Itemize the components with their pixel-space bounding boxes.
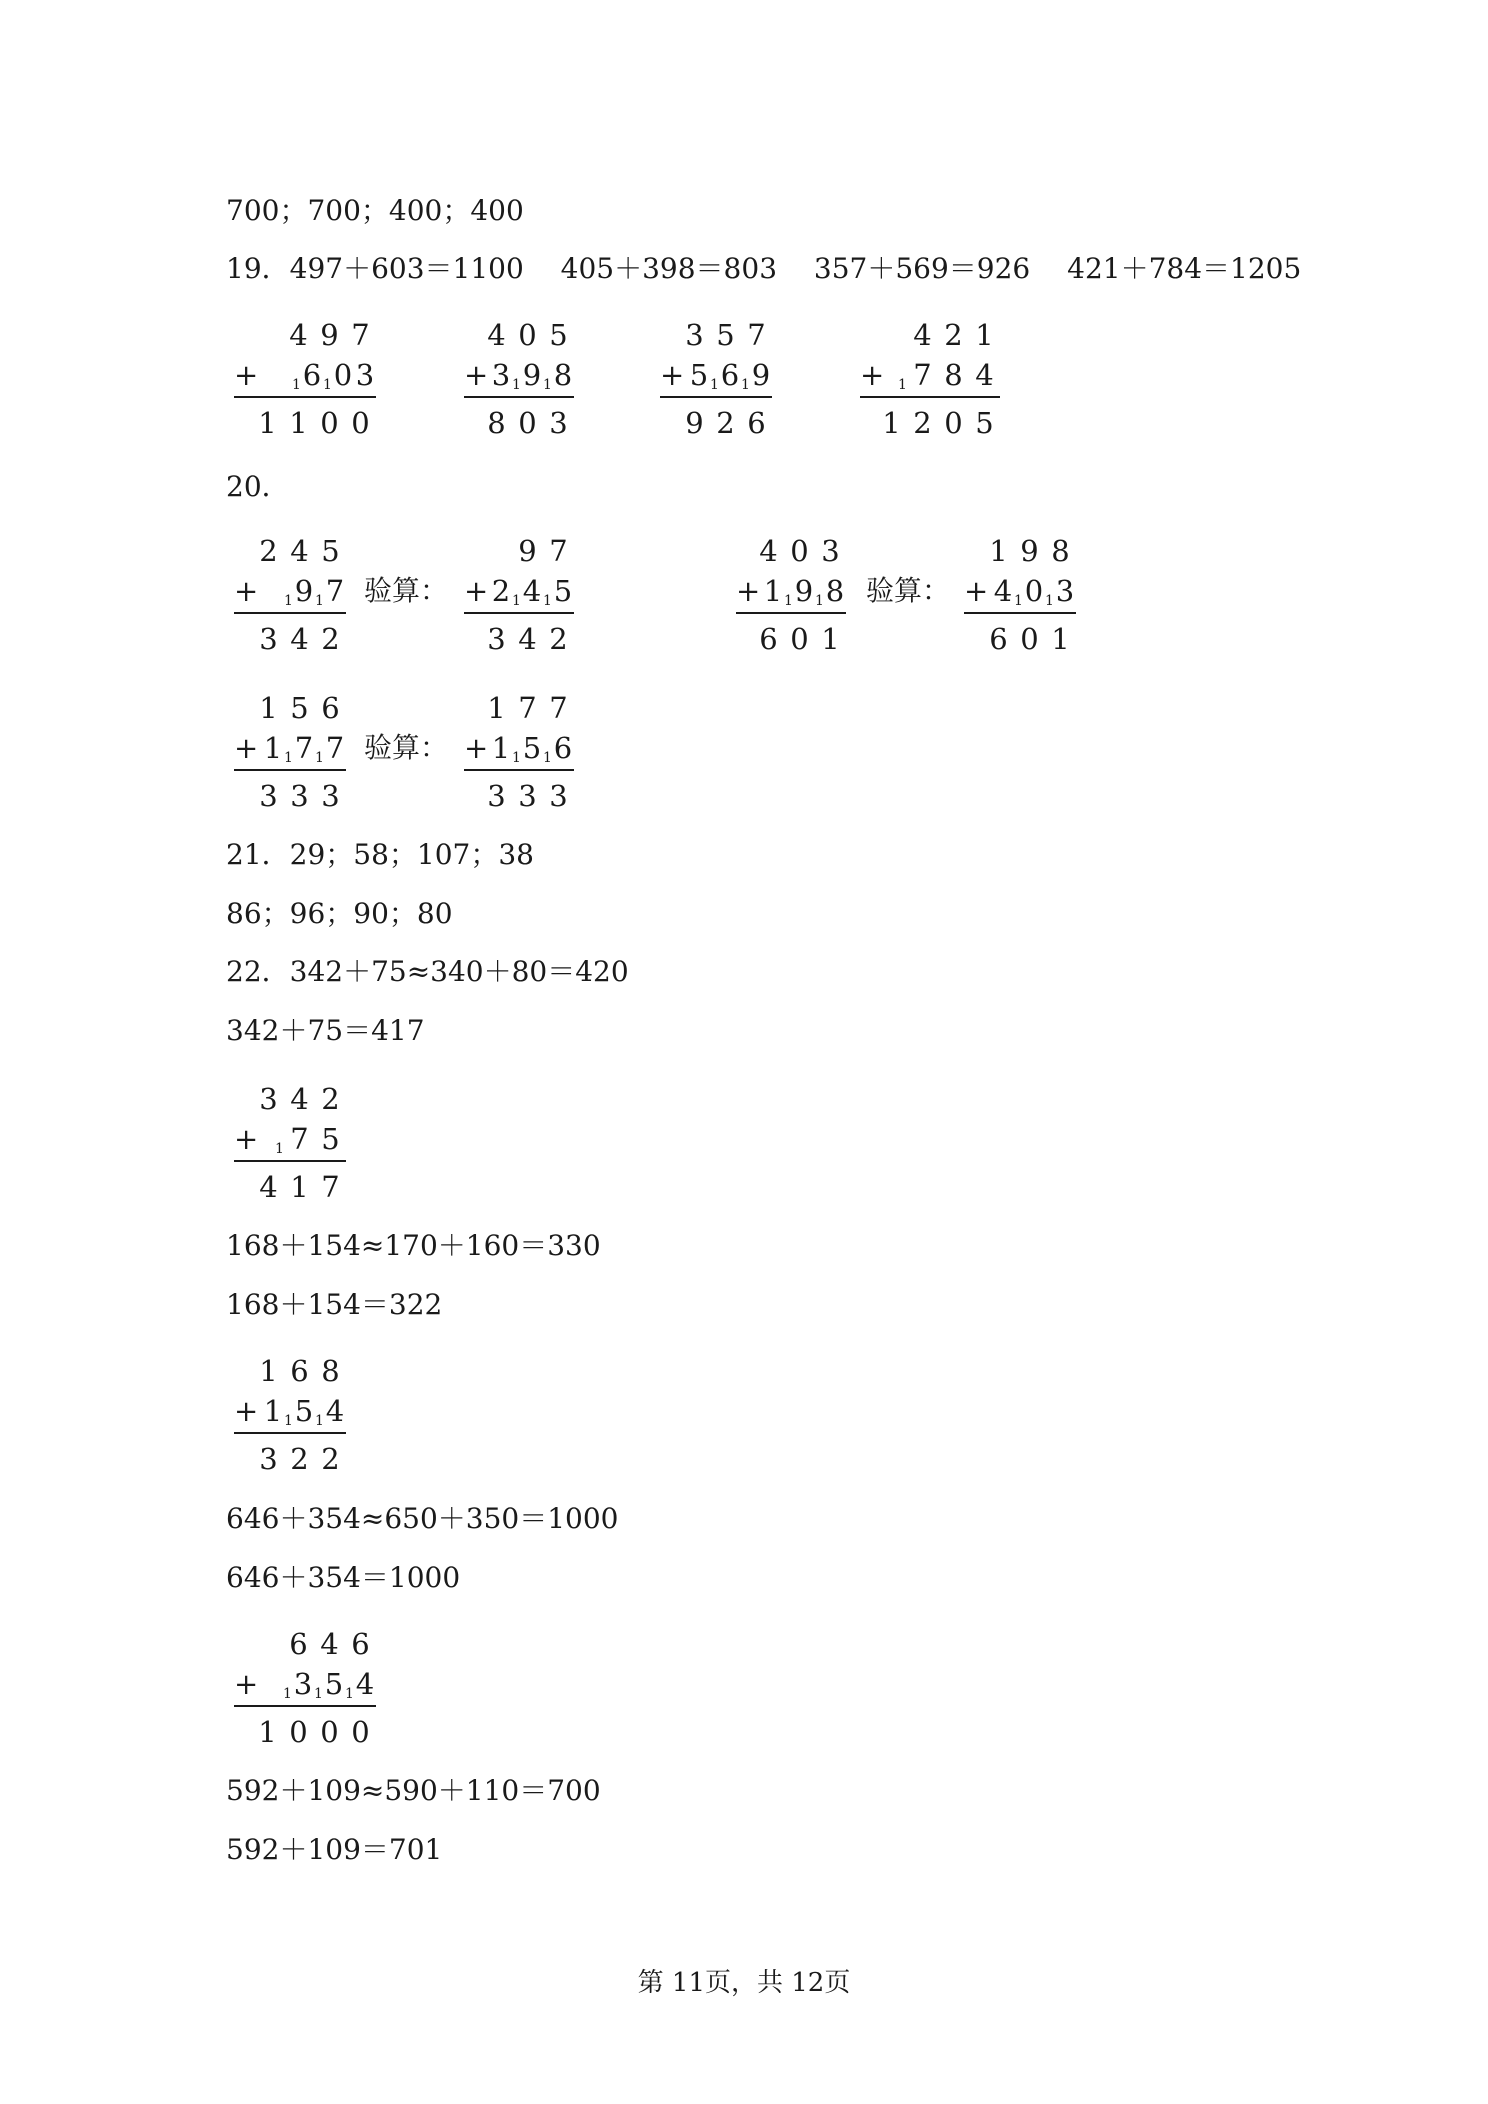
- verify-label: 验算：: [866, 574, 951, 607]
- answer-line-22d: 168＋154＝322: [226, 1288, 443, 1321]
- answer-line-21a: 21．29；58；107；38: [226, 838, 534, 871]
- vertical-calc-177-156: 1 7 7 + 1 1 5 1 6 3 3 3: [464, 691, 573, 813]
- verify-label: 验算：: [364, 574, 449, 607]
- vertical-calc-97-245: 9 7 + 2 1 4 1 5 3 4 2: [464, 534, 573, 656]
- vertical-calc-198-403: 1 9 8 + 4 1 0 1 3 6 0 1: [964, 534, 1075, 656]
- vertical-calc-403-198: 4 0 3 + 1 1 9 1 8 6 0 1: [736, 534, 845, 656]
- vertical-calc-342-75: 3 4 2 + 1 7 5 4 1 7: [234, 1080, 346, 1210]
- answer-line-18-cont: 700；700；400；400: [226, 194, 524, 227]
- vertical-calc-421-784: 4 2 1 + 1 7 8 4 1 2 0 5: [860, 316, 1000, 446]
- vertical-calc-357-569: 3 5 7 + 5 1 6 1 9 9 2 6: [660, 318, 771, 440]
- vertical-calc-156-177: 1 5 6 + 1 1 7 1 7 3 3 3: [234, 691, 345, 813]
- verify-label: 验算：: [364, 731, 449, 764]
- answer-line-22h: 592＋109＝701: [226, 1833, 443, 1866]
- answer-line-20: 20．: [226, 470, 290, 503]
- answer-line-22g: 592＋109≈590＋110＝700: [226, 1774, 601, 1807]
- answer-line-19: 19．497＋603＝1100 405＋398＝803 357＋569＝926 421＋784＝1205: [226, 252, 1302, 285]
- answer-line-21b: 86；96；90；80: [226, 897, 453, 930]
- vertical-calc-168-154: 1 6 8 + 1 1 5 1 4 3 2 2: [234, 1354, 345, 1476]
- answer-line-22e: 646＋354≈650＋350＝1000: [226, 1502, 619, 1535]
- vertical-calc-405-398: 4 0 5 + 3 1 9 1 8 8 0 3: [464, 318, 573, 440]
- answer-line-22b: 342＋75＝417: [226, 1014, 425, 1047]
- vertical-calc-245-97: 2 4 5 + 1 9 1 7 3 4 2: [234, 534, 345, 656]
- vertical-calc-646-354: 6 4 6 + 1 3 1 5 1 4 1 0 0 0: [234, 1627, 375, 1749]
- page-footer: 第 11页，共 12页: [637, 1968, 851, 1998]
- answer-line-22a: 22．342＋75≈340＋80＝420: [226, 955, 629, 988]
- answer-line-22c: 168＋154≈170＋160＝330: [226, 1229, 601, 1262]
- vertical-calc-497-603: 4 9 7 + 1 6 1 0 3 1 1 0 0: [234, 318, 375, 440]
- answer-line-22f: 646＋354＝1000: [226, 1561, 461, 1594]
